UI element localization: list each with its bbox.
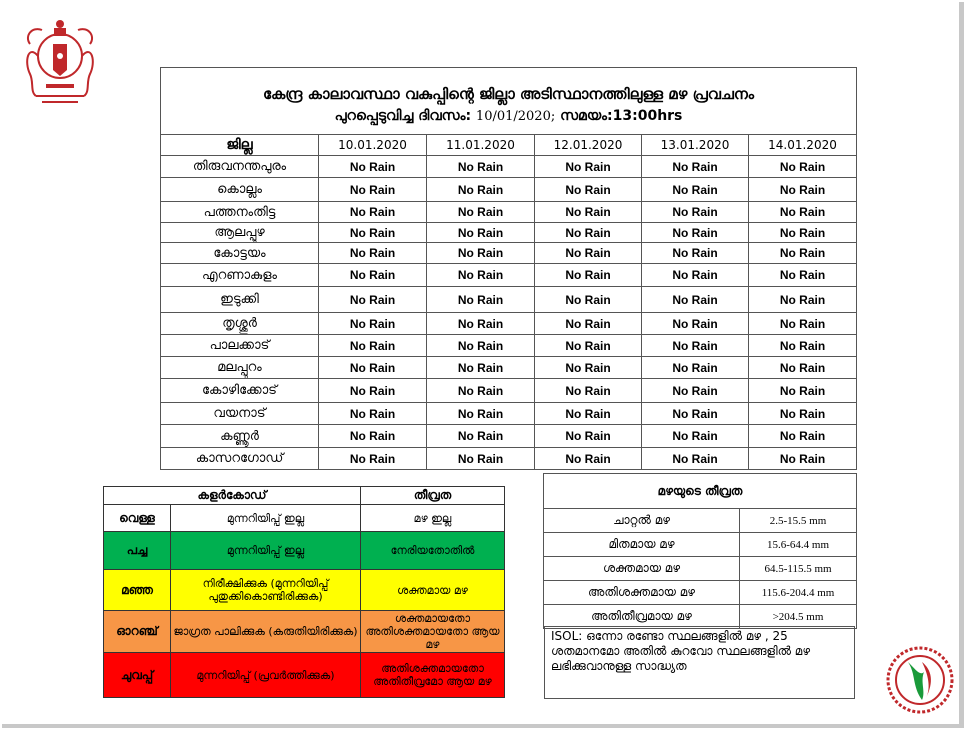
forecast-value: No Rain xyxy=(749,313,857,335)
forecast-value: No Rain xyxy=(427,335,535,357)
district-name: കണ്ണൂർ xyxy=(161,425,319,448)
forecast-value: No Rain xyxy=(535,425,642,448)
color-row-white xyxy=(104,505,505,532)
district-row xyxy=(161,156,857,178)
color-name: ഓറഞ്ച് xyxy=(104,611,171,653)
intensity-range: 64.5-115.5 mm xyxy=(740,557,857,581)
forecast-header-row xyxy=(161,135,857,156)
forecast-value: No Rain xyxy=(749,379,857,403)
district-row xyxy=(161,223,857,243)
date-header: 12.01.2020 xyxy=(535,135,642,156)
district-row xyxy=(161,178,857,202)
forecast-value: No Rain xyxy=(642,448,749,470)
forecast-value: No Rain xyxy=(427,156,535,178)
color-action: മുന്നറിയിപ്പ് ഇല്ല xyxy=(171,505,361,532)
forecast-value: No Rain xyxy=(642,223,749,243)
intensity-row xyxy=(544,509,857,533)
intensity-row xyxy=(544,557,857,581)
color-severity: ശക്തമായ മഴ xyxy=(361,570,505,611)
district-name: കാസറഗോഡ് xyxy=(161,448,319,470)
district-name: വയനാട് xyxy=(161,403,319,425)
forecast-value: No Rain xyxy=(319,448,427,470)
disaster-management-logo-icon xyxy=(886,646,954,714)
forecast-value: No Rain xyxy=(427,448,535,470)
district-row xyxy=(161,335,857,357)
date-header: 13.01.2020 xyxy=(642,135,749,156)
time-value: 13:00hrs xyxy=(612,107,683,124)
forecast-value: No Rain xyxy=(642,243,749,264)
district-row xyxy=(161,202,857,223)
forecast-value: No Rain xyxy=(749,335,857,357)
district-name: കൊല്ലം xyxy=(161,178,319,202)
district-row xyxy=(161,403,857,425)
forecast-value: No Rain xyxy=(749,448,857,470)
color-code-header: കളർകോഡ് xyxy=(104,487,361,505)
forecast-title-cell xyxy=(161,68,857,135)
forecast-title: കേന്ദ്ര കാലാവസ്ഥാ വകുപ്പിന്റെ ജില്ലാ അടിസ്ഥാനത്തിലുള്ള മഴ പ്രവചനം xyxy=(262,84,755,103)
forecast-value: No Rain xyxy=(319,156,427,178)
forecast-value: No Rain xyxy=(427,202,535,223)
district-row xyxy=(161,425,857,448)
color-row-red xyxy=(104,653,505,698)
intensity-label: ശക്തമായ മഴ xyxy=(544,557,740,581)
forecast-value: No Rain xyxy=(642,287,749,313)
forecast-value: No Rain xyxy=(749,156,857,178)
district-name: പാലക്കാട് xyxy=(161,335,319,357)
district-row xyxy=(161,448,857,470)
forecast-value: No Rain xyxy=(749,223,857,243)
district-name: മലപ്പുറം xyxy=(161,357,319,379)
color-row-yellow xyxy=(104,570,505,611)
date-header: 10.01.2020 xyxy=(319,135,427,156)
forecast-value: No Rain xyxy=(427,313,535,335)
forecast-value: No Rain xyxy=(319,223,427,243)
forecast-value: No Rain xyxy=(427,425,535,448)
district-name: ആലപ്പുഴ xyxy=(161,223,319,243)
district-name: തിരുവനന്തപുരം xyxy=(161,156,319,178)
forecast-value: No Rain xyxy=(535,313,642,335)
color-severity: മഴ ഇല്ല xyxy=(361,505,505,532)
color-row-green xyxy=(104,532,505,570)
color-severity: അതിശക്തമായതോ അതിതീവ്രമോ ആയ മഴ xyxy=(361,653,505,698)
forecast-value: No Rain xyxy=(535,264,642,287)
district-name: കോഴിക്കോട് xyxy=(161,379,319,403)
rain-intensity-table xyxy=(543,473,857,629)
color-severity: ശക്തമായതോ അതിശക്തമായതോ ആയ മഴ xyxy=(361,611,505,653)
color-name: ചുവപ്പ് xyxy=(104,653,171,698)
forecast-value: No Rain xyxy=(319,264,427,287)
issued-line xyxy=(161,105,856,128)
issued-date: 10/01/2020; xyxy=(475,108,556,124)
district-name: ഇടുക്കി xyxy=(161,287,319,313)
forecast-value: No Rain xyxy=(535,448,642,470)
kerala-emblem-icon xyxy=(20,14,100,110)
intensity-label: അതിശക്തമായ മഴ xyxy=(544,581,740,605)
forecast-value: No Rain xyxy=(642,156,749,178)
forecast-value: No Rain xyxy=(535,287,642,313)
forecast-value: No Rain xyxy=(749,202,857,223)
forecast-value: No Rain xyxy=(749,403,857,425)
color-name: പച്ച xyxy=(104,532,171,570)
intensity-row xyxy=(544,533,857,557)
district-name: പത്തനംതിട്ട xyxy=(161,202,319,223)
district-name: എറണാകുളം xyxy=(161,264,319,287)
intensity-label: മിതമായ മഴ xyxy=(544,533,740,557)
forecast-value: No Rain xyxy=(749,178,857,202)
forecast-value: No Rain xyxy=(642,403,749,425)
forecast-value: No Rain xyxy=(535,379,642,403)
forecast-value: No Rain xyxy=(319,243,427,264)
forecast-value: No Rain xyxy=(535,178,642,202)
forecast-value: No Rain xyxy=(427,357,535,379)
forecast-value: No Rain xyxy=(535,156,642,178)
forecast-value: No Rain xyxy=(427,379,535,403)
color-action: ജാഗ്രത പാലിക്കുക (കരുതിയിരിക്കുക) xyxy=(171,611,361,653)
forecast-value: No Rain xyxy=(749,425,857,448)
date-header: 11.01.2020 xyxy=(427,135,535,156)
intensity-row xyxy=(544,581,857,605)
district-row xyxy=(161,243,857,264)
color-action: മുന്നറിയിപ്പ് (പ്രവർത്തിക്കുക) xyxy=(171,653,361,698)
color-severity: നേരിയതോതിൽ xyxy=(361,532,505,570)
intensity-range: 115.6-204.4 mm xyxy=(740,581,857,605)
forecast-table xyxy=(160,67,857,470)
forecast-value: No Rain xyxy=(642,357,749,379)
forecast-value: No Rain xyxy=(427,178,535,202)
intensity-range: >204.5 mm xyxy=(740,605,857,629)
district-name: തൃശ്ശൂർ xyxy=(161,313,319,335)
color-name: മഞ്ഞ xyxy=(104,570,171,611)
forecast-value: No Rain xyxy=(319,287,427,313)
district-row xyxy=(161,287,857,313)
forecast-value: No Rain xyxy=(535,357,642,379)
color-name: വെള്ള xyxy=(104,505,171,532)
intensity-label: ചാറ്റൽ മഴ xyxy=(544,509,740,533)
forecast-value: No Rain xyxy=(319,202,427,223)
color-code-table xyxy=(103,486,505,698)
forecast-value: No Rain xyxy=(427,243,535,264)
district-name: കോട്ടയം xyxy=(161,243,319,264)
forecast-value: No Rain xyxy=(319,357,427,379)
intensity-range: 15.6-64.4 mm xyxy=(740,533,857,557)
district-header: ജില്ല xyxy=(161,135,319,156)
forecast-value: No Rain xyxy=(535,335,642,357)
district-row xyxy=(161,264,857,287)
intensity-header: മഴയുടെ തീവ്രത xyxy=(544,474,857,509)
forecast-value: No Rain xyxy=(535,403,642,425)
district-row xyxy=(161,357,857,379)
forecast-value: No Rain xyxy=(319,178,427,202)
district-row xyxy=(161,379,857,403)
forecast-value: No Rain xyxy=(427,223,535,243)
intensity-range: 2.5-15.5 mm xyxy=(740,509,857,533)
intensity-label: അതിതീവ്രമായ മഴ xyxy=(544,605,740,629)
forecast-value: No Rain xyxy=(642,202,749,223)
severity-header: തീവ്രത xyxy=(361,487,505,505)
forecast-value: No Rain xyxy=(427,287,535,313)
color-action: നിരീക്ഷിക്കുക (മുന്നറിയിപ്പ് പുതുക്കികൊണ്ടിരിക്കുക) xyxy=(171,570,361,611)
forecast-value: No Rain xyxy=(319,313,427,335)
forecast-value: No Rain xyxy=(642,264,749,287)
date-header: 14.01.2020 xyxy=(749,135,857,156)
isol-note: ISOL: ഒന്നോ രണ്ടോ സ്ഥലങ്ങളിൽ മഴ , 25 ശതമാനമോ അതിൽ കുറവോ സ്ഥലങ്ങളിൽ മഴ ലഭിക്കുവാനുള്ള സാദ്ധ്യത xyxy=(544,626,855,699)
forecast-value: No Rain xyxy=(319,425,427,448)
forecast-value: No Rain xyxy=(535,223,642,243)
forecast-value: No Rain xyxy=(749,287,857,313)
intensity-row xyxy=(544,605,857,629)
forecast-value: No Rain xyxy=(319,335,427,357)
forecast-value: No Rain xyxy=(535,243,642,264)
color-row-orange xyxy=(104,611,505,653)
forecast-value: No Rain xyxy=(749,264,857,287)
forecast-value: No Rain xyxy=(427,403,535,425)
forecast-value: No Rain xyxy=(427,264,535,287)
forecast-value: No Rain xyxy=(642,178,749,202)
district-row xyxy=(161,313,857,335)
forecast-value: No Rain xyxy=(749,243,857,264)
color-action: മുന്നറിയിപ്പ് ഇല്ല xyxy=(171,532,361,570)
forecast-value: No Rain xyxy=(319,403,427,425)
issued-label: പുറപ്പെടുവിച്ച ദിവസം: xyxy=(334,107,472,124)
forecast-value: No Rain xyxy=(749,357,857,379)
time-label: സമയം: xyxy=(560,107,613,124)
forecast-value: No Rain xyxy=(642,425,749,448)
forecast-value: No Rain xyxy=(642,379,749,403)
forecast-value: No Rain xyxy=(642,313,749,335)
forecast-value: No Rain xyxy=(319,379,427,403)
forecast-value: No Rain xyxy=(535,202,642,223)
forecast-value: No Rain xyxy=(642,335,749,357)
